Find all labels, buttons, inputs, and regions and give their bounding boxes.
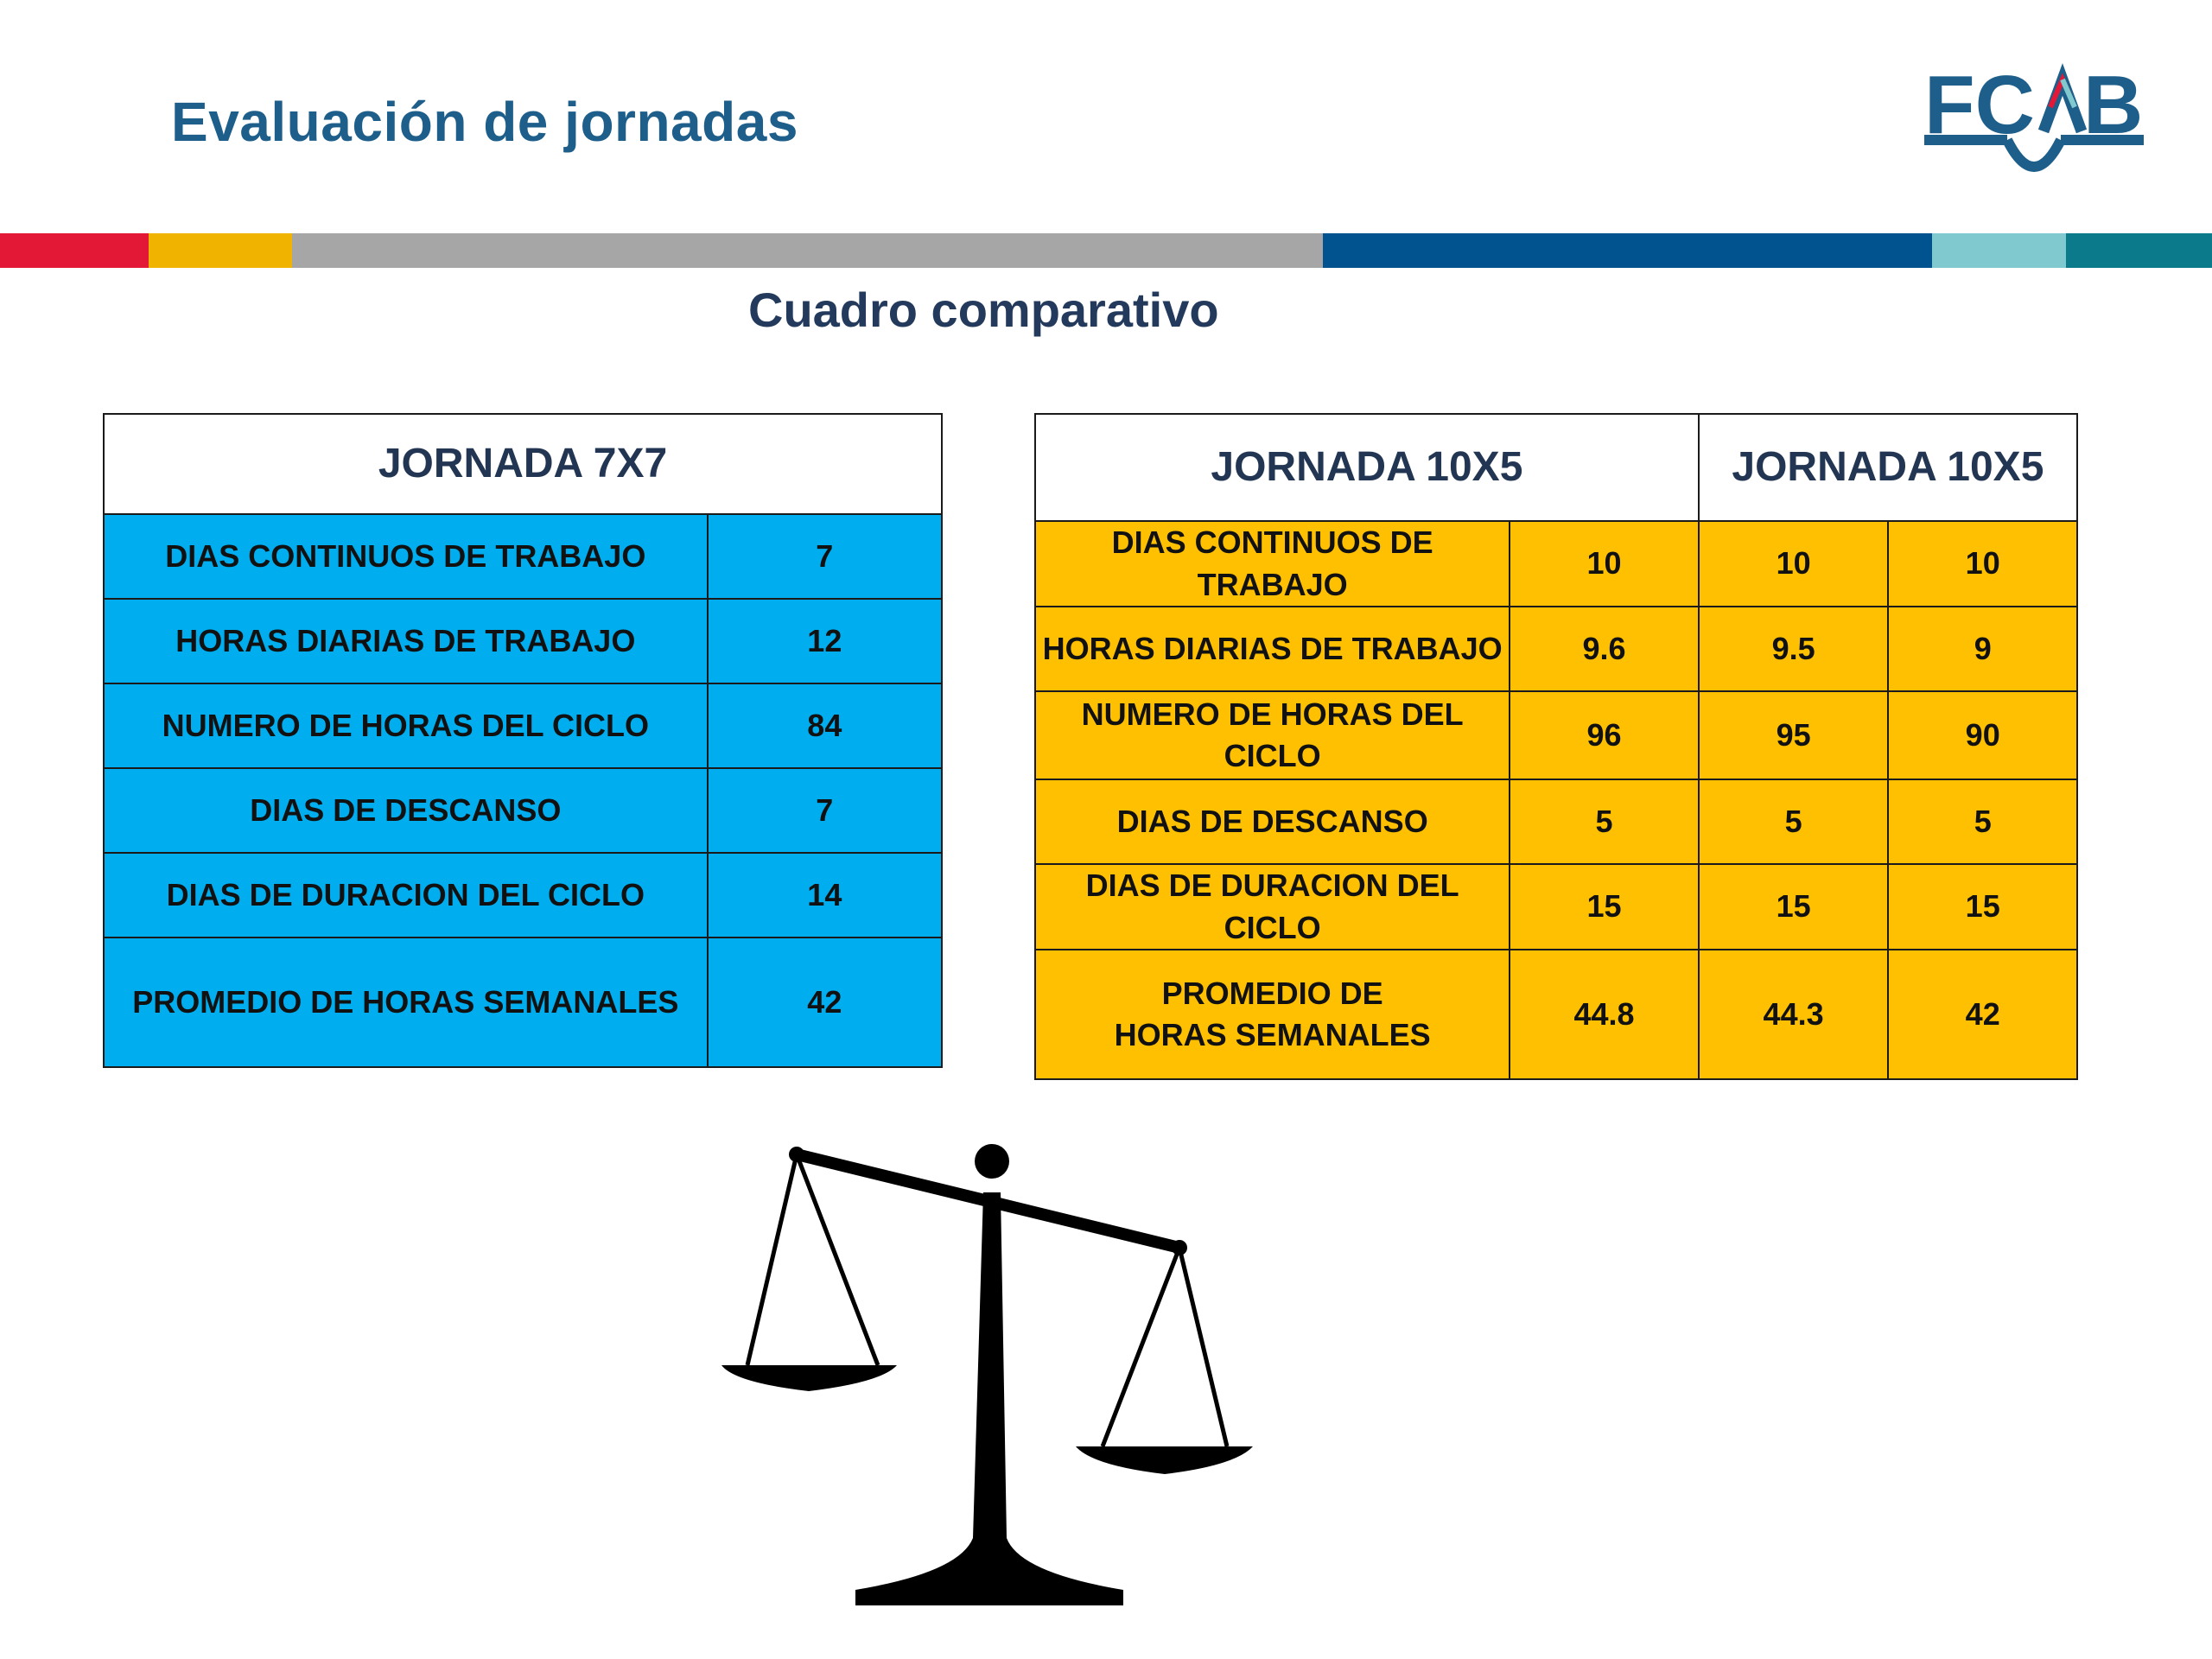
- row-value: 15: [1699, 864, 1889, 950]
- table-heading: JORNADA 10X5: [1035, 414, 1699, 521]
- table-row: [1035, 950, 2077, 1079]
- table-heading: JORNADA 7X7: [104, 414, 942, 514]
- row-value: 5: [1510, 779, 1698, 864]
- table-row: [104, 599, 942, 683]
- row-label: DIAS CONTINUOS DE TRABAJO: [104, 514, 708, 599]
- row-value: 9.6: [1510, 607, 1698, 691]
- table-row: [1035, 864, 2077, 950]
- row-label: NUMERO DE HORAS DEL CICLO: [104, 683, 708, 768]
- table-row: [104, 938, 942, 1067]
- fcab-logo: [1923, 54, 2147, 192]
- table-row: [1035, 779, 2077, 864]
- row-value: 5: [1888, 779, 2077, 864]
- row-value: 10: [1510, 521, 1698, 607]
- row-value: 15: [1510, 864, 1698, 950]
- svg-text:FC: FC: [1924, 59, 2035, 151]
- table-row: [104, 683, 942, 768]
- row-label: NUMERO DE HORAS DEL CICLO: [1035, 691, 1510, 779]
- row-value: 95: [1699, 691, 1889, 779]
- row-label: DIAS CONTINUOS DE TRABAJO: [1035, 521, 1510, 607]
- balance-scale-icon: [709, 1123, 1262, 1607]
- svg-text:B: B: [2083, 59, 2144, 151]
- row-value: 14: [708, 853, 942, 938]
- table-row: [1035, 521, 2077, 607]
- row-value: 12: [708, 599, 942, 683]
- row-value: 9: [1888, 607, 2077, 691]
- table-row: [104, 768, 942, 853]
- row-label: PROMEDIO DE HORAS SEMANALES: [1035, 950, 1510, 1079]
- row-value: 96: [1510, 691, 1698, 779]
- table-heading: JORNADA 10X5: [1699, 414, 2077, 521]
- row-value: 7: [708, 514, 942, 599]
- row-label: DIAS DE DURACION DEL CICLO: [104, 853, 708, 938]
- row-label: DIAS DE DESCANSO: [1035, 779, 1510, 864]
- table-row: [104, 514, 942, 599]
- row-value: 5: [1699, 779, 1889, 864]
- row-value: 10: [1699, 521, 1889, 607]
- row-value: 42: [1888, 950, 2077, 1079]
- section-subtitle: Cuadro comparativo: [748, 283, 1219, 337]
- row-label: DIAS DE DURACION DEL CICLO: [1035, 864, 1510, 950]
- row-value: 15: [1888, 864, 2077, 950]
- row-value: 42: [708, 938, 942, 1067]
- page-title: Evaluación de jornadas: [171, 91, 798, 153]
- table-row: [1035, 691, 2077, 779]
- row-value: 44.8: [1510, 950, 1698, 1079]
- row-value: 90: [1888, 691, 2077, 779]
- row-label: DIAS DE DESCANSO: [104, 768, 708, 853]
- table-jornada-7x7: [103, 413, 943, 1068]
- row-label: PROMEDIO DE HORAS SEMANALES: [104, 938, 708, 1067]
- row-value: 84: [708, 683, 942, 768]
- row-value: 44.3: [1699, 950, 1889, 1079]
- row-label: HORAS DIARIAS DE TRABAJO: [104, 599, 708, 683]
- row-value: 9.5: [1699, 607, 1889, 691]
- table-jornada-10x5: [1034, 413, 2078, 1080]
- row-value: 10: [1888, 521, 2077, 607]
- table-row: [104, 853, 942, 938]
- decorative-color-bar: [0, 233, 2212, 268]
- table-row: [1035, 607, 2077, 691]
- row-value: 7: [708, 768, 942, 853]
- row-label: HORAS DIARIAS DE TRABAJO: [1035, 607, 1510, 691]
